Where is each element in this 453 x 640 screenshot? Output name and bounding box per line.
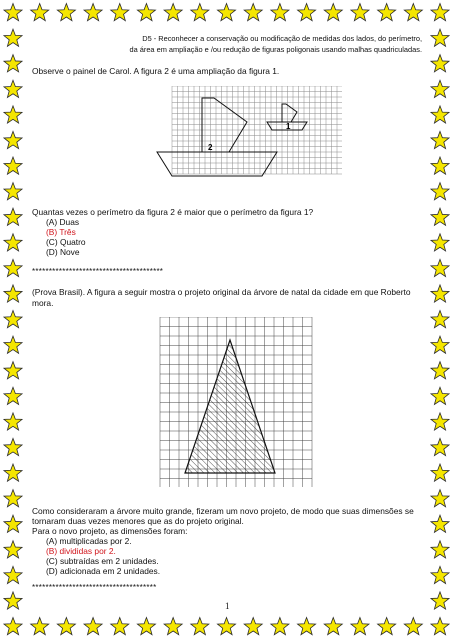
border-star (244, 618, 262, 635)
border-star (431, 183, 449, 200)
figure-1-label: 1 (286, 122, 291, 131)
border-star (4, 4, 22, 21)
border-star (431, 438, 449, 455)
border-star (298, 4, 316, 21)
skill-descriptor-line-1: D5 - Reconhecer a conservação ou modificação de medidas dos lados, do perímetro, (142, 34, 422, 43)
border-star (57, 4, 75, 21)
q2-option-d: (D) adicionada em 2 unidades. (46, 566, 161, 576)
border-star (137, 618, 155, 635)
q2-option-c: (C) subtraídas em 2 unidades. (46, 556, 159, 566)
border-star (217, 4, 235, 21)
border-star (4, 285, 22, 302)
separator-1: *************************************** (32, 267, 164, 276)
question-2-text-line-2: tornaram duas vezes menores que as do projeto original. (32, 516, 244, 526)
question-1-intro: Observe o painel de Carol. A figura 2 é uma ampliação da figura 1. (32, 66, 280, 76)
border-star (4, 29, 22, 46)
border-star (4, 80, 22, 97)
border-star (4, 311, 22, 328)
question-2-text-line-3: Para o novo projeto, as dimensões foram: (32, 526, 188, 536)
border-star (404, 4, 422, 21)
border-star (84, 618, 102, 635)
border-star (84, 4, 102, 21)
border-star (431, 157, 449, 174)
question-2-intro-line-1: (Prova Brasil). A figura a seguir mostra o projeto original da árvore de natal da cidade em que Roberto (32, 287, 411, 297)
border-star (4, 106, 22, 123)
border-star (431, 259, 449, 276)
border-star (431, 413, 449, 430)
border-star (324, 618, 342, 635)
border-star (164, 4, 182, 21)
border-star (431, 208, 449, 225)
question-1-text: Quantas vezes o perímetro da figura 2 é maior que o perímetro da figura 1? (32, 207, 314, 217)
border-star (4, 413, 22, 430)
figure-2-label: 2 (208, 143, 213, 152)
border-star (431, 515, 449, 532)
border-star (431, 234, 449, 251)
tree-triangle (185, 340, 275, 473)
question-2-text-line-1: Como consideraram a árvore muito grande, fizeram um novo projeto, de modo que suas dimensões se (32, 506, 414, 516)
q1-option-a: (A) Duas (46, 217, 80, 227)
border-star (431, 29, 449, 46)
border-star (271, 4, 289, 21)
border-star (4, 438, 22, 455)
border-star (431, 490, 449, 507)
border-star (4, 490, 22, 507)
q1-option-c: (C) Quatro (46, 237, 86, 247)
border-star (378, 4, 396, 21)
border-star (298, 618, 316, 635)
q1-option-d: (D) Nove (46, 247, 80, 257)
border-star (431, 131, 449, 148)
border-star (431, 55, 449, 72)
q2-option-b: (B) divididas por 2. (46, 546, 116, 556)
border-star (4, 515, 22, 532)
q2-option-a: (A) multiplicadas por 2. (46, 536, 132, 546)
separator-2: ************************************* (32, 583, 157, 592)
border-star (431, 464, 449, 481)
border-star (431, 4, 449, 21)
q1-option-b: (B) Três (46, 227, 76, 237)
border-star (4, 259, 22, 276)
border-star (4, 55, 22, 72)
border-star (4, 131, 22, 148)
border-star (111, 4, 129, 21)
page-number: 1 (225, 601, 230, 611)
border-star (431, 541, 449, 558)
border-star (351, 4, 369, 21)
border-star (431, 311, 449, 328)
border-star (4, 157, 22, 174)
border-star (111, 618, 129, 635)
border-star (31, 618, 49, 635)
border-star (4, 592, 22, 609)
border-star (4, 183, 22, 200)
border-star (431, 336, 449, 353)
border-star (57, 618, 75, 635)
border-star (4, 566, 22, 583)
border-star (431, 592, 449, 609)
border-star (404, 618, 422, 635)
border-star (271, 618, 289, 635)
border-star (431, 387, 449, 404)
border-star (164, 618, 182, 635)
border-star (191, 4, 209, 21)
border-star (4, 387, 22, 404)
border-star (431, 106, 449, 123)
border-star (378, 618, 396, 635)
border-star (324, 4, 342, 21)
border-star (4, 336, 22, 353)
border-star (431, 566, 449, 583)
border-star (4, 234, 22, 251)
border-star (4, 464, 22, 481)
border-star (351, 618, 369, 635)
boat-grid-figure (142, 86, 342, 182)
border-star (137, 4, 155, 21)
border-star (431, 285, 449, 302)
border-star (244, 4, 262, 21)
border-star (431, 362, 449, 379)
border-star (431, 618, 449, 635)
border-star (217, 618, 235, 635)
boat-grid (172, 86, 342, 174)
question-2-intro-line-2: mora. (32, 298, 54, 308)
skill-descriptor-line-2: da área em ampliação e /ou redução de figuras poligonais usando malhas quadriculadas. (129, 44, 422, 54)
border-star (4, 618, 22, 635)
border-star (4, 541, 22, 558)
border-star (191, 618, 209, 635)
border-star (4, 362, 22, 379)
border-star (31, 4, 49, 21)
tree-grid-figure (155, 317, 335, 487)
border-star (431, 80, 449, 97)
boat-2-hull (157, 152, 277, 176)
border-star (4, 208, 22, 225)
skill-descriptor (122, 34, 422, 55)
boat-1-sail (282, 104, 297, 122)
